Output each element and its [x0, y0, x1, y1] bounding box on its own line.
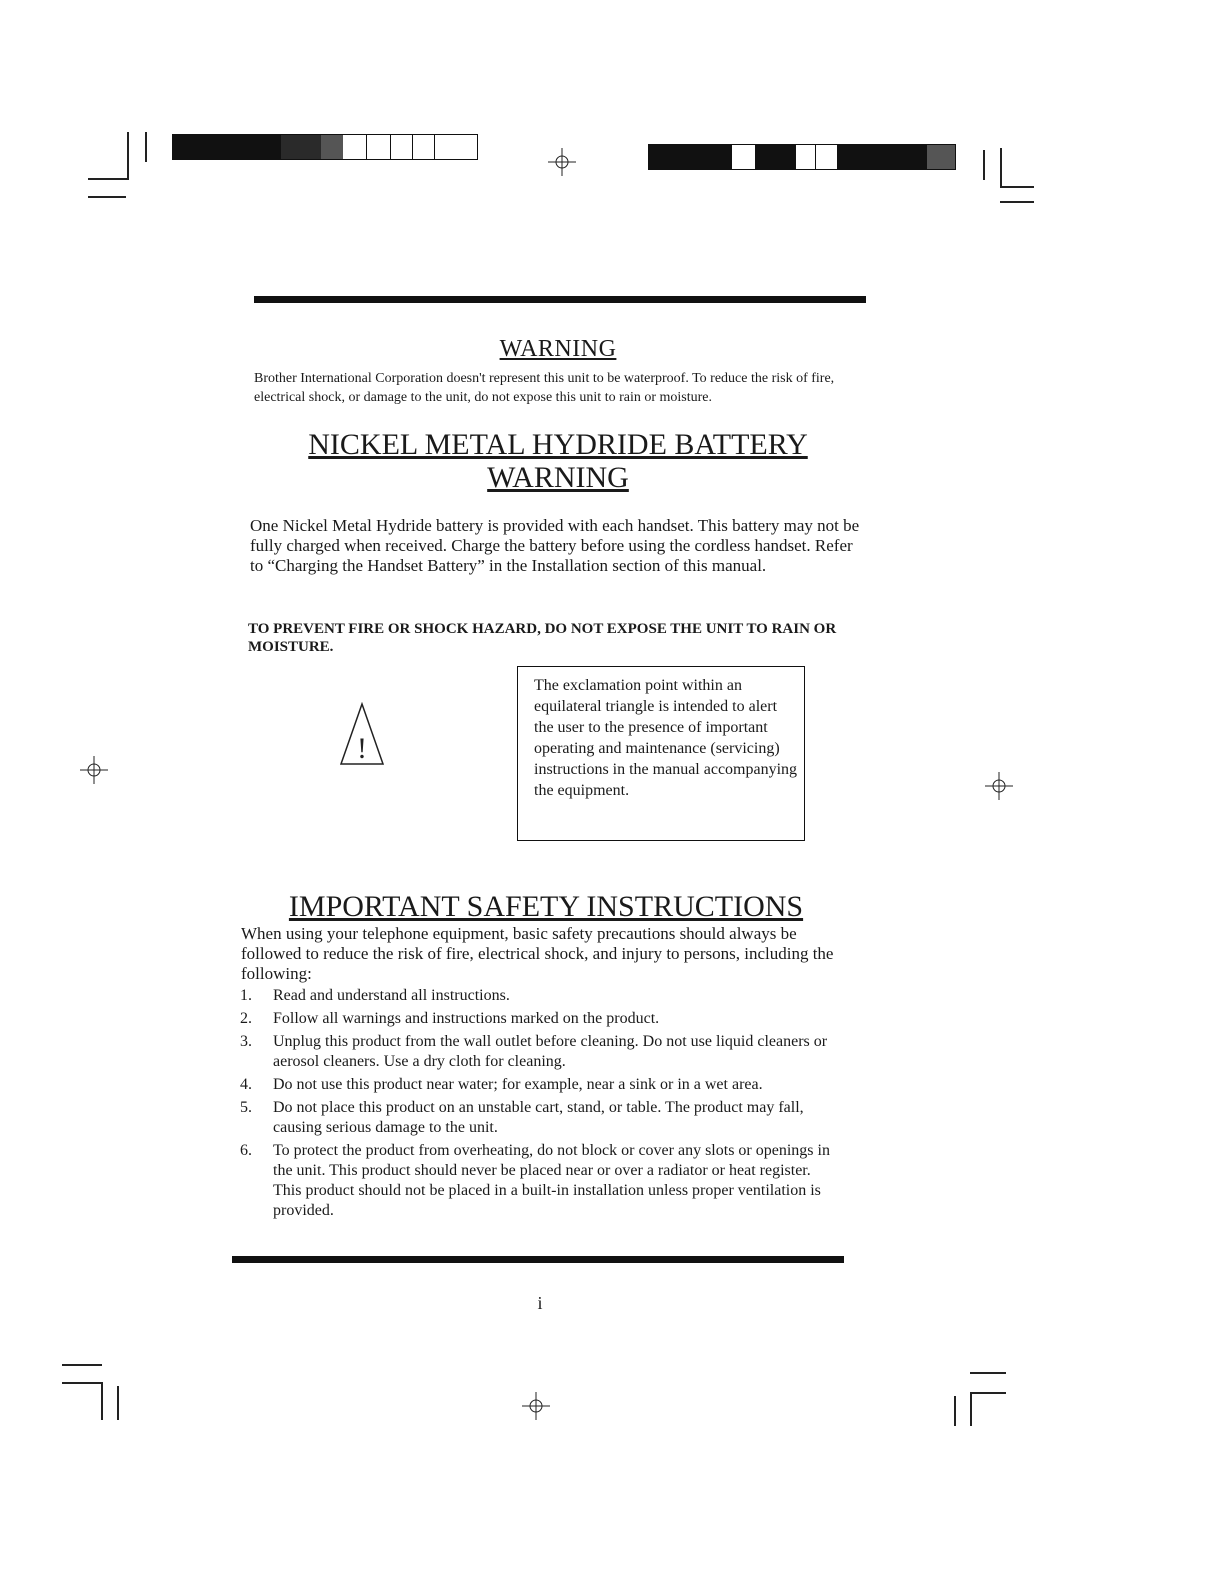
registration-target-left [80, 756, 108, 784]
safety-intro: When using your telephone equipment, basic safety precautions should always be followed to reduce the risk of fire, electrical shock, and injury to persons, including the following: [241, 924, 834, 983]
exclamation-triangle-icon [339, 702, 385, 766]
list-item-text: Do not use this product near water; for example, near a sink or in a wet area. [273, 1076, 763, 1093]
list-item-number: 3. [240, 1033, 252, 1050]
bottom-rule [232, 1256, 844, 1263]
hazard-text: TO PREVENT FIRE OR SHOCK HAZARD, DO NOT EXPOSE THE UNIT TO RAIN OR MOISTURE. [248, 621, 837, 655]
list-item [240, 1009, 840, 1029]
crop-mark-top-left [88, 178, 128, 180]
list-item [240, 1032, 840, 1072]
list-item [240, 986, 840, 1006]
registration-target-bottom [522, 1392, 550, 1420]
crop-mark-top-left [145, 132, 147, 162]
color-bar-left [172, 134, 478, 160]
list-item-number: 6. [240, 1142, 252, 1159]
list-item-text: Follow all warnings and instructions marked on the product. [273, 1010, 660, 1027]
crop-mark-bottom-left [101, 1382, 103, 1420]
crop-mark-top-left [127, 132, 129, 180]
safety-list [240, 986, 840, 1224]
battery-text: One Nickel Metal Hydride battery is provided with each handset. This battery may not be fully charged when received. Charge the battery before using the cordless handset. Refer to “Charging the Handset Battery” in the Installation section of this manual. [250, 516, 860, 575]
warning-title: WARNING [499, 336, 617, 362]
list-item-text: Do not place this product on an unstable cart, stand, or table. The product may fall, causing serious damage to the unit. [273, 1099, 804, 1136]
crop-mark-bottom-right [970, 1392, 972, 1426]
crop-mark-top-right [983, 150, 985, 180]
crop-mark-top-right [1000, 186, 1034, 188]
crop-mark-bottom-right [954, 1396, 956, 1426]
list-item [240, 1141, 840, 1221]
list-item-text: To protect the product from overheating, do not block or cover any slots or openings in the unit. This product should never be placed near or over a radiator or heat register. This product should not be placed in a built-in installation unless proper ventilation is provided. [273, 1142, 830, 1219]
crop-mark-bottom-left [62, 1364, 102, 1366]
crop-mark-bottom-right [970, 1392, 1006, 1394]
registration-target-top [548, 148, 576, 176]
crop-mark-bottom-right [970, 1372, 1006, 1374]
warning-text: Brother International Corporation doesn't represent this unit to be waterproof. To reduce the risk of fire, electrical shock, or damage to the unit, do not expose this unit to rain or moisture. [254, 371, 835, 405]
list-item-text: Read and understand all instructions. [273, 987, 510, 1004]
crop-mark-top-right [1000, 148, 1002, 186]
notice-box [517, 666, 805, 841]
crop-mark-top-left [88, 196, 126, 198]
color-bar-right [648, 144, 956, 170]
list-item-number: 1. [240, 987, 252, 1004]
list-item-text: Unplug this product from the wall outlet before cleaning. Do not use liquid cleaners or aerosol cleaners. Use a dry cloth for cleaning. [273, 1033, 828, 1070]
safety-title: IMPORTANT SAFETY INSTRUCTIONS [288, 890, 804, 923]
crop-mark-bottom-left [62, 1382, 102, 1384]
battery-title-line1: NICKEL METAL HYDRIDE BATTERY [308, 428, 808, 461]
svg-text:!: ! [357, 732, 367, 765]
list-item-number: 4. [240, 1076, 252, 1093]
top-rule [254, 296, 866, 303]
list-item-number: 2. [240, 1010, 252, 1027]
page-number: i [537, 1293, 543, 1313]
list-item [240, 1098, 840, 1138]
notice-text: The exclamation point within an equilateral triangle is intended to alert the user to the presence of important operating and maintenance (servicing) instructions in the manual accompanying the equipment. [534, 677, 798, 799]
registration-target-right [985, 772, 1013, 800]
battery-title-line2: WARNING [487, 461, 629, 494]
list-item-number: 5. [240, 1099, 252, 1116]
crop-mark-top-right [1000, 201, 1034, 203]
crop-mark-bottom-left [117, 1386, 119, 1420]
list-item [240, 1075, 840, 1095]
